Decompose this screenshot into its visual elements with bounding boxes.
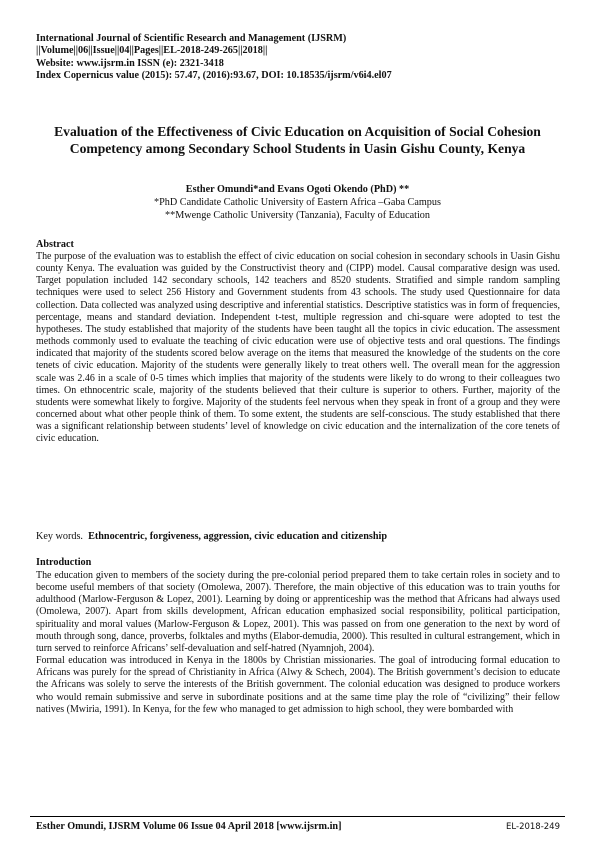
footer-citation: Esther Omundi, IJSRM Volume 06 Issue 04 April 2018 [www.ijsrm.in] bbox=[36, 821, 342, 832]
journal-index-doi: Index Copernicus value (2015): 57.47, (2016):93.67, DOI: 10.18535/ijsrm/v6i4.el07 bbox=[36, 70, 392, 82]
affiliation-2: **Mwenge Catholic University (Tanzania), Faculty of Education bbox=[165, 210, 430, 221]
journal-header bbox=[36, 33, 566, 83]
abstract-heading: Abstract bbox=[36, 239, 74, 250]
paper-title: Evaluation of the Effectiveness of Civic Education on Acquisition of Social Cohesion Competency among Secondary School Students in Uasin Gishu County, Kenya bbox=[54, 124, 541, 156]
introduction-body bbox=[36, 570, 560, 716]
keywords-label: Key words. bbox=[36, 531, 83, 542]
keywords-text: Ethnocentric, forgiveness, aggression, civic education and citizenship bbox=[88, 531, 387, 542]
journal-website-issn: Website: www.ijsrm.in ISSN (e): 2321-3418 bbox=[36, 57, 224, 69]
footer-page-id: EL-2018-249 bbox=[506, 822, 560, 832]
introduction-paragraph-2: Formal education was introduced in Kenya in the 1800s by Christian missionaries. The goal of introducing formal education to Africans was purely for the spread of Christianity in Africa (Alwy & Schech, 2004). The British government’s decision to educate the Africans was solely to serve the interests of the British government. The colonial education was designed to produce workers who would remain submissive and serve in subordinate positions and at the same time play the role of “civilizing” their fellow natives (Mwiria, 1991). In Kenya, for the few who managed to get admission to high school, they were bombarded with bbox=[36, 655, 560, 715]
abstract-text: The purpose of the evaluation was to establish the effect of civic education on social cohesion in secondary schools in Uasin Gishu county Kenya. The evaluation was guided by the Constructivist theory and (CIPP) model. Causal comparative design was used. Target population included 142 secondary schools, 142 teachers and 8520 students. Stratified and simple random sampling techniques were used to select 256 History and Government students from 43 schools. The study used Questionnaire for data collection. Data collected was analyzed using descriptive and inferential statistics. Descriptive statistics was in form of frequencies, percentage, means and standard deviation. Independent t-test, multiple regression and chi-square were adopted to test the hypotheses. The study established that majority of the students have been taught all the topics in civic education. The assessment methods commonly used to evaluate the teaching of civic education were use of objective tests and oral questions. The findings indicated that majority of the students scored below average on the items that measured the knowledge of the students on the core tenets of civic education. Majority of the students were generally likely to treat others well. The overall mean for the aggression scale was 2.46 in a scale of 0-5 times which implies that majority of the students were likely to do wrong to their colleagues two times. On ethnocentric scale, majority of the students believed that their culture is superior to others. Further, majority of the students were somewhat likely to forgive. Majority of the students feel nervous when they speak in front of a group and they were concerned about what other people think of them. To some extent, the students are self-conscious. The study established that there was a significant relationship between students’ level of knowledge on civic education and the internalization of the core tenets of civic education. bbox=[36, 251, 560, 445]
paper-authors: Esther Omundi*and Evans Ogoti Okendo (PhD) ** bbox=[185, 184, 410, 195]
journal-volume-info: ||Volume||06||Issue||04||Pages||EL-2018-249-265||2018|| bbox=[36, 45, 268, 57]
affiliation-1: *PhD Candidate Catholic University of Eastern Africa –Gaba Campus bbox=[154, 197, 441, 208]
introduction-heading: Introduction bbox=[36, 557, 92, 568]
footer-divider bbox=[30, 816, 565, 817]
journal-name: International Journal of Scientific Research and Management (IJSRM) bbox=[36, 33, 347, 44]
introduction-paragraph-1: The education given to members of the society during the pre-colonial period prepared them to take certain roles in society and to become useful members of that society (Omolewa, 2007). Therefore, the main objective of this education was to train youths for adulthood (Marlow-Ferguson & Lopez, 2001). Learning by doing or apprenticeship was the method that Africans had always used (Omolewa, 2007). Apart from skills development, African education emphasized social responsibility, political participation, spirituality and moral values (Marlow-Ferguson & Lopez, 2001). This was passed on from one generation to the next by word of mouth through song, dance, proverbs, folktales and myths (Elabor-demudia, 2000). This resulted in cultural estrangement, which in turn served to reinforce Africans’ self-devaluation and self-hatred (Nyamnjoh, 2004). bbox=[36, 570, 560, 654]
keywords-line bbox=[36, 531, 560, 542]
